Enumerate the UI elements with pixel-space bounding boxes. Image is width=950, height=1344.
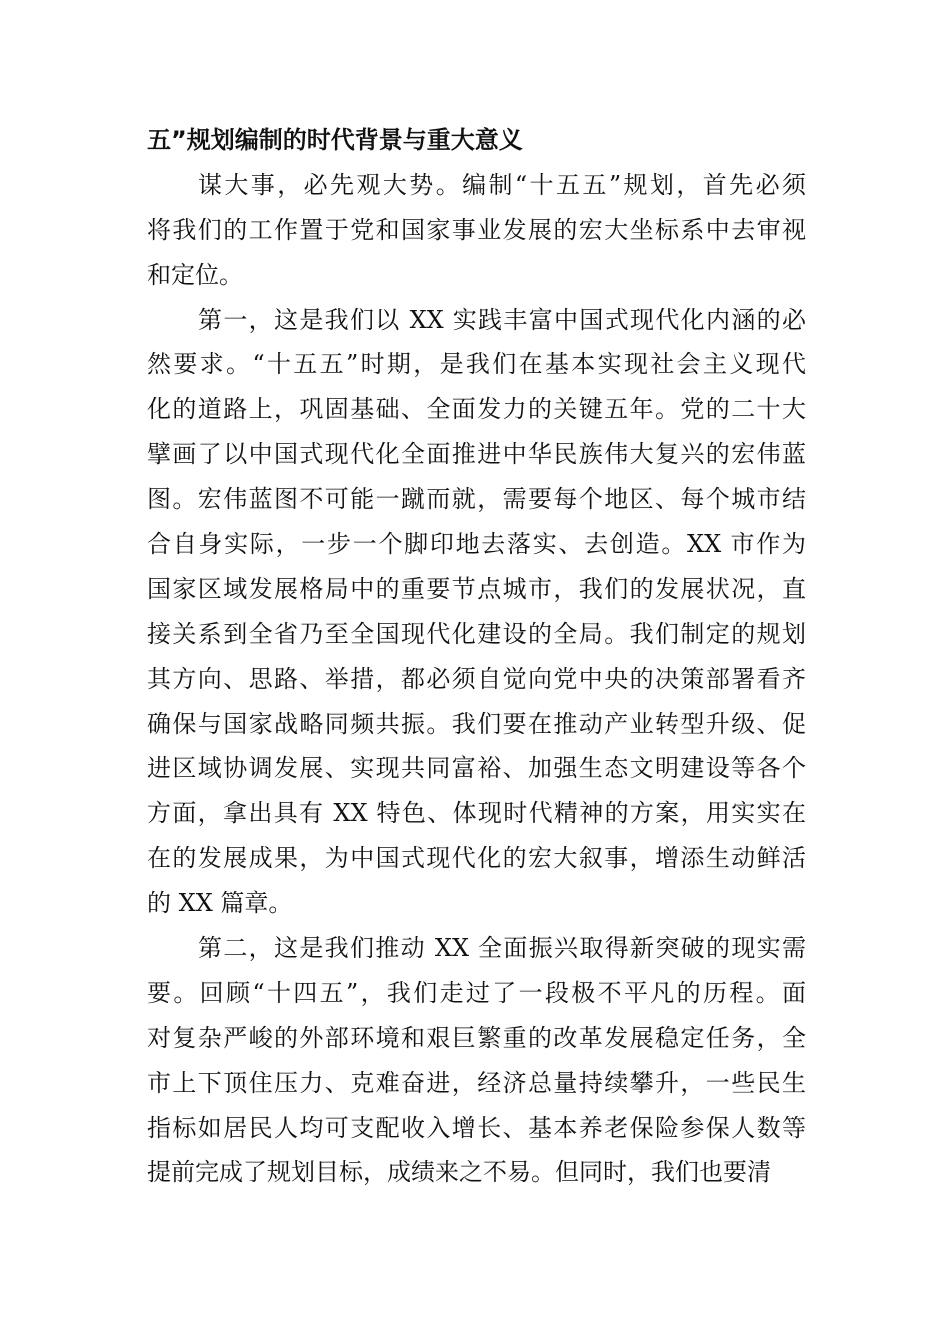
paragraph-line: 擘画了以中国式现代化全面推进中华民族伟大复兴的宏伟蓝: [147, 440, 806, 469]
paragraph-line: 对复杂严峻的外部环境和艰巨繁重的改革发展稳定任务，全: [147, 1023, 806, 1052]
paragraph-line: 提前完成了规划目标，成绩来之不易。但同时，我们也要清: [147, 1158, 771, 1187]
paragraph-line: 市上下顶住压力、克难奋进，经济总量持续攀升，一些民生: [147, 1068, 806, 1097]
paragraph-line: 指标如居民人均可支配收入增长、基本养老保险参保人数等: [147, 1113, 806, 1142]
paragraph-line: 接关系到全省乃至全国现代化建设的全局。我们制定的规划: [147, 619, 806, 648]
paragraph-line: 要。回顾“十四五”，我们走过了一段极不平凡的历程。面: [147, 978, 806, 1007]
paragraph: [147, 298, 806, 926]
paragraph-line: 和定位。: [147, 260, 243, 289]
paragraph: [147, 926, 806, 1195]
paragraph-line: 化的道路上，巩固基础、全面发力的关键五年。党的二十大: [147, 395, 806, 424]
paragraph: [147, 163, 806, 298]
document-body: [147, 163, 806, 1195]
section-heading: 五”规划编制的时代背景与重大意义: [147, 126, 523, 154]
document-page: [147, 118, 806, 1195]
paragraph-line: 确保与国家战略同频共振。我们要在推动产业转型升级、促: [147, 709, 806, 738]
paragraph-line: 将我们的工作置于党和国家事业发展的宏大坐标系中去审视: [147, 215, 806, 244]
paragraph-line: 图。宏伟蓝图不可能一蹴而就，需要每个地区、每个城市结: [147, 485, 806, 514]
paragraph-line: 进区域协调发展、实现共同富裕、加强生态文明建设等各个: [147, 754, 806, 783]
paragraph-line: 国家区域发展格局中的重要节点城市，我们的发展状况，直: [147, 574, 806, 603]
paragraph-line: 第二，这是我们推动 XX 全面振兴取得新突破的现实需: [198, 934, 806, 963]
paragraph-line: 合自身实际，一步一个脚印地去落实、去创造。XX 市作为: [147, 530, 806, 559]
paragraph-line: 的 XX 篇章。: [147, 889, 293, 918]
paragraph-line: 谋大事，必先观大势。编制“十五五”规划，首先必须: [198, 170, 806, 199]
paragraph-line: 在的发展成果，为中国式现代化的宏大叙事，增添生动鲜活: [147, 844, 806, 873]
paragraph-line: 然要求。“十五五”时期，是我们在基本实现社会主义现代: [147, 350, 806, 379]
paragraph-line: 方面，拿出具有 XX 特色、体现时代精神的方案，用实实在: [147, 799, 806, 828]
paragraph-line: 其方向、思路、举措，都必须自觉向党中央的决策部署看齐: [147, 664, 806, 693]
paragraph-line: 第一，这是我们以 XX 实践丰富中国式现代化内涵的必: [198, 305, 806, 334]
